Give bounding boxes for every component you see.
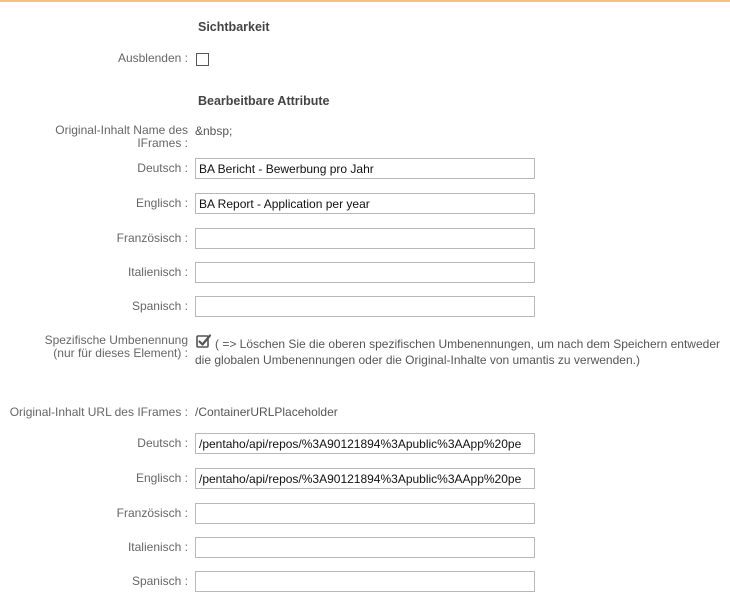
url-input-englisch[interactable]	[195, 468, 535, 489]
name-label-franzoesisch: Französisch :	[116, 231, 188, 245]
name-input-spanisch[interactable]	[195, 296, 535, 317]
url-input-italienisch[interactable]	[195, 537, 535, 558]
hide-label: Ausblenden :	[117, 51, 188, 65]
section-title-editable: Bearbeitbare Attribute	[198, 94, 330, 108]
url-input-deutsch[interactable]	[195, 433, 535, 454]
hide-checkbox[interactable]	[196, 53, 209, 66]
name-label-englisch: Englisch :	[135, 196, 188, 210]
original-url-value: /ContainerURLPlaceholder	[195, 405, 338, 419]
top-accent-border	[0, 0, 730, 2]
url-label-deutsch: Deutsch :	[137, 436, 188, 450]
name-label-spanisch: Spanisch :	[131, 299, 188, 313]
name-input-englisch[interactable]	[195, 193, 535, 214]
url-label-italienisch: Italienisch :	[127, 540, 188, 554]
original-name-label: Original-Inhalt Name des IFrames :	[55, 123, 188, 150]
url-label-englisch: Englisch :	[135, 471, 188, 485]
url-label-franzoesisch: Französisch :	[116, 506, 188, 520]
original-url-label: Original-Inhalt URL des IFrames :	[9, 405, 188, 419]
url-input-spanisch[interactable]	[195, 571, 535, 592]
name-label-deutsch: Deutsch :	[137, 161, 188, 175]
url-input-franzoesisch[interactable]	[195, 503, 535, 524]
name-input-franzoesisch[interactable]	[195, 228, 535, 249]
specific-rename-note: ( => Löschen Sie die oberen spezifischen Umbenennungen, um nach dem Speichern entweder die globalen Umbenennungen oder die Original-Inhalte von umantis zu verwenden.)	[195, 337, 720, 367]
name-input-italienisch[interactable]	[195, 262, 535, 283]
url-label-spanisch: Spanisch :	[131, 574, 188, 588]
name-input-deutsch[interactable]	[195, 158, 535, 179]
original-name-value: &nbsp;	[195, 124, 233, 138]
name-label-italienisch: Italienisch :	[127, 265, 188, 279]
specific-rename-label: Spezifische Umbenennung (nur für dieses Element) :	[44, 333, 188, 360]
section-title-visibility: Sichtbarkeit	[198, 20, 270, 34]
